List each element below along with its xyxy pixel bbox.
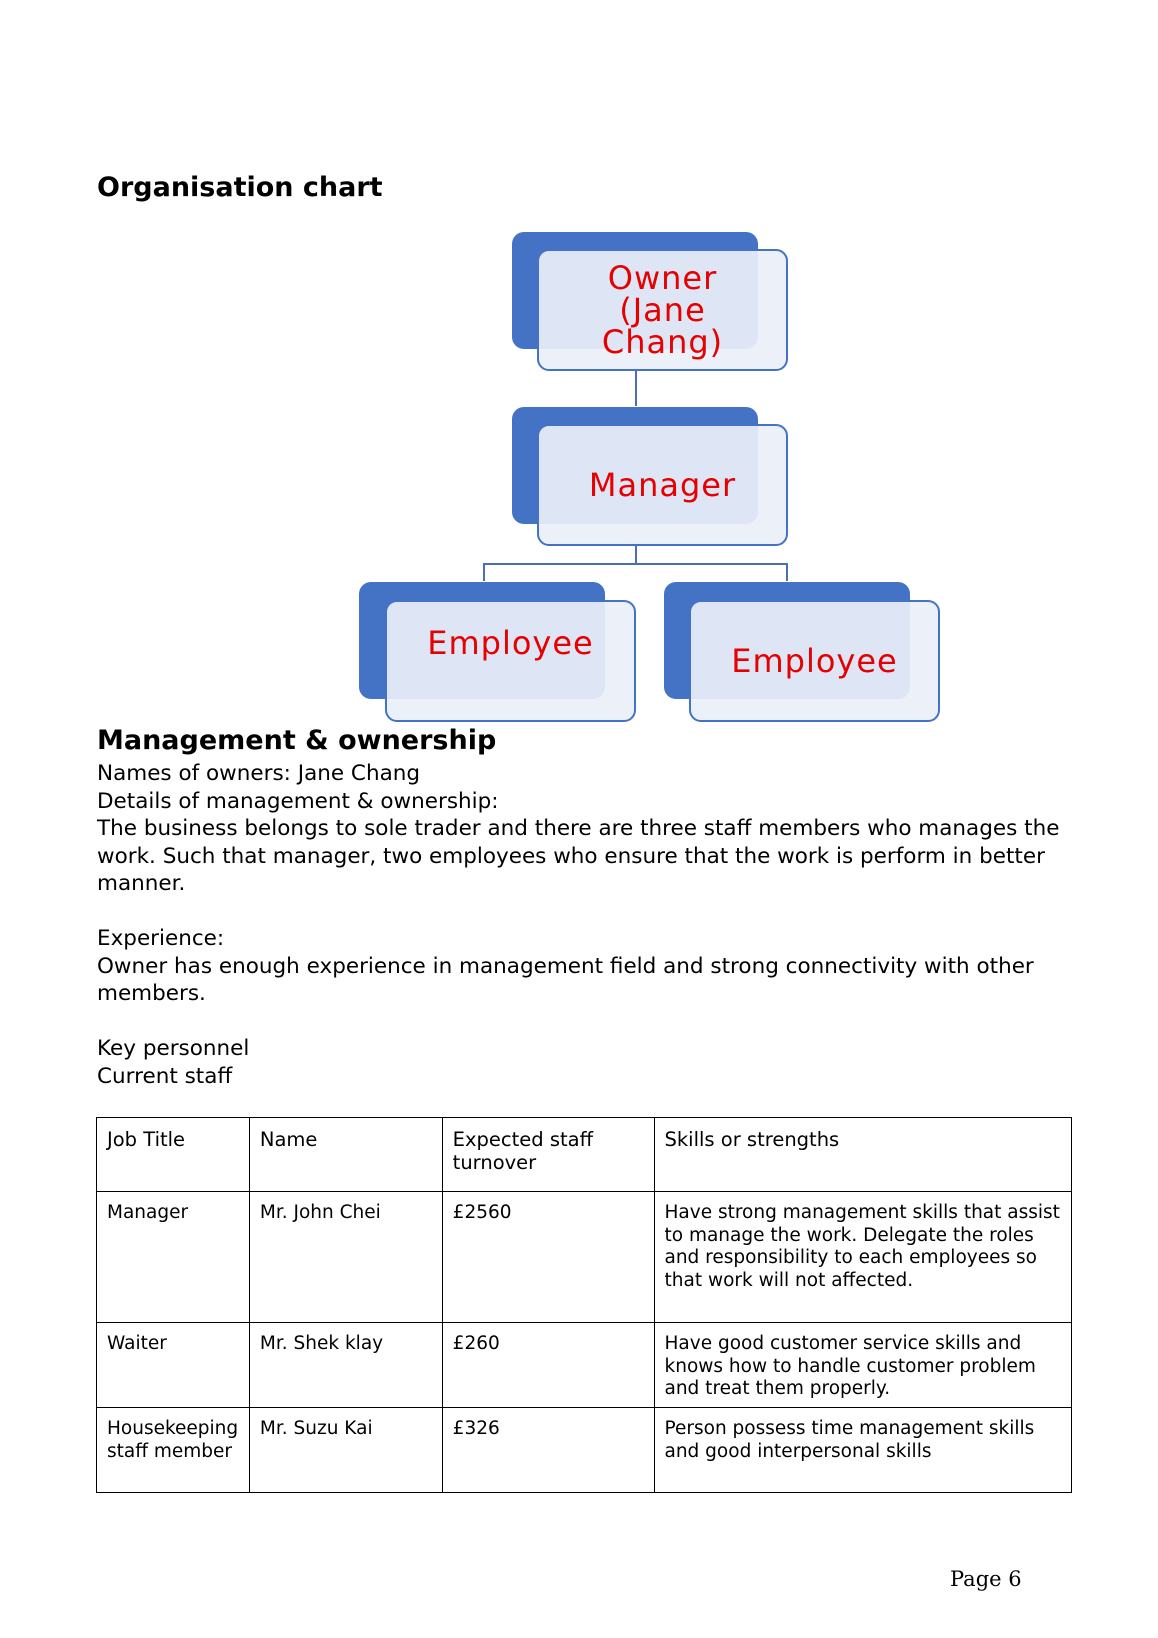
connector-horizontal bbox=[483, 563, 788, 565]
header-turnover: Expected staff turnover bbox=[442, 1118, 654, 1192]
owner-node bbox=[537, 249, 788, 371]
employee-right-node-label: Employee bbox=[731, 642, 898, 680]
org-chart-heading: Organisation chart bbox=[97, 172, 383, 203]
manager-node bbox=[537, 424, 788, 546]
employee-left-node bbox=[385, 600, 636, 722]
header-skills: Skills or strengths bbox=[654, 1118, 1072, 1192]
experience-label: Experience: bbox=[97, 926, 225, 951]
details-paragraph: The business belongs to sole trader and there are three staff members who manages the work. Such that manager, two employees who ensure that the work is perform in better manner. bbox=[97, 816, 1060, 896]
table-row bbox=[97, 1192, 1072, 1323]
connector-left-employee bbox=[483, 563, 485, 581]
management-details bbox=[97, 760, 1077, 1090]
employee-right-node bbox=[689, 600, 940, 722]
cell-skills: Have strong management skills that assist to manage the work. Delegate the roles and responsibility to each employees so that work will not affected. bbox=[654, 1192, 1072, 1323]
staff-table bbox=[96, 1117, 1072, 1493]
connector-owner-manager bbox=[635, 370, 637, 406]
details-label: Details of management & ownership: bbox=[97, 788, 499, 814]
cell-skills: Have good customer service skills and knows how to handle customer problem and treat them properly. bbox=[654, 1323, 1072, 1408]
table-header-row bbox=[97, 1118, 1072, 1192]
cell-name: Mr. John Chei bbox=[249, 1192, 442, 1323]
owner-node-label: Owner (Jane Chang) bbox=[601, 259, 724, 361]
manager-node-label: Manager bbox=[588, 466, 737, 504]
cell-skills: Person possess time management skills and good interpersonal skills bbox=[654, 1408, 1072, 1493]
connector-right-employee bbox=[786, 563, 788, 581]
key-personnel-label: Key personnel bbox=[97, 1036, 250, 1061]
current-staff-label: Current staff bbox=[97, 1063, 233, 1089]
employee-left-node-label: Employee bbox=[427, 624, 594, 662]
header-name: Name bbox=[249, 1118, 442, 1192]
page-number: Page 6 bbox=[950, 1567, 1022, 1591]
cell-job-title: Housekeeping staff member bbox=[97, 1408, 250, 1493]
cell-job-title: Manager bbox=[97, 1192, 250, 1323]
cell-name: Mr. Shek klay bbox=[249, 1323, 442, 1408]
table-row bbox=[97, 1323, 1072, 1408]
management-heading: Management & ownership bbox=[97, 725, 497, 756]
cell-turnover: £260 bbox=[442, 1323, 654, 1408]
cell-turnover: £326 bbox=[442, 1408, 654, 1493]
connector-manager-down bbox=[635, 545, 637, 565]
cell-name: Mr. Suzu Kai bbox=[249, 1408, 442, 1493]
cell-job-title: Waiter bbox=[97, 1323, 250, 1408]
table-row bbox=[97, 1408, 1072, 1493]
experience-paragraph: Owner has enough experience in management field and strong connectivity with other members. bbox=[97, 953, 1034, 1006]
header-job-title: Job Title bbox=[97, 1118, 250, 1192]
cell-turnover: £2560 bbox=[442, 1192, 654, 1323]
owners-names: Names of owners: Jane Chang bbox=[97, 761, 421, 786]
